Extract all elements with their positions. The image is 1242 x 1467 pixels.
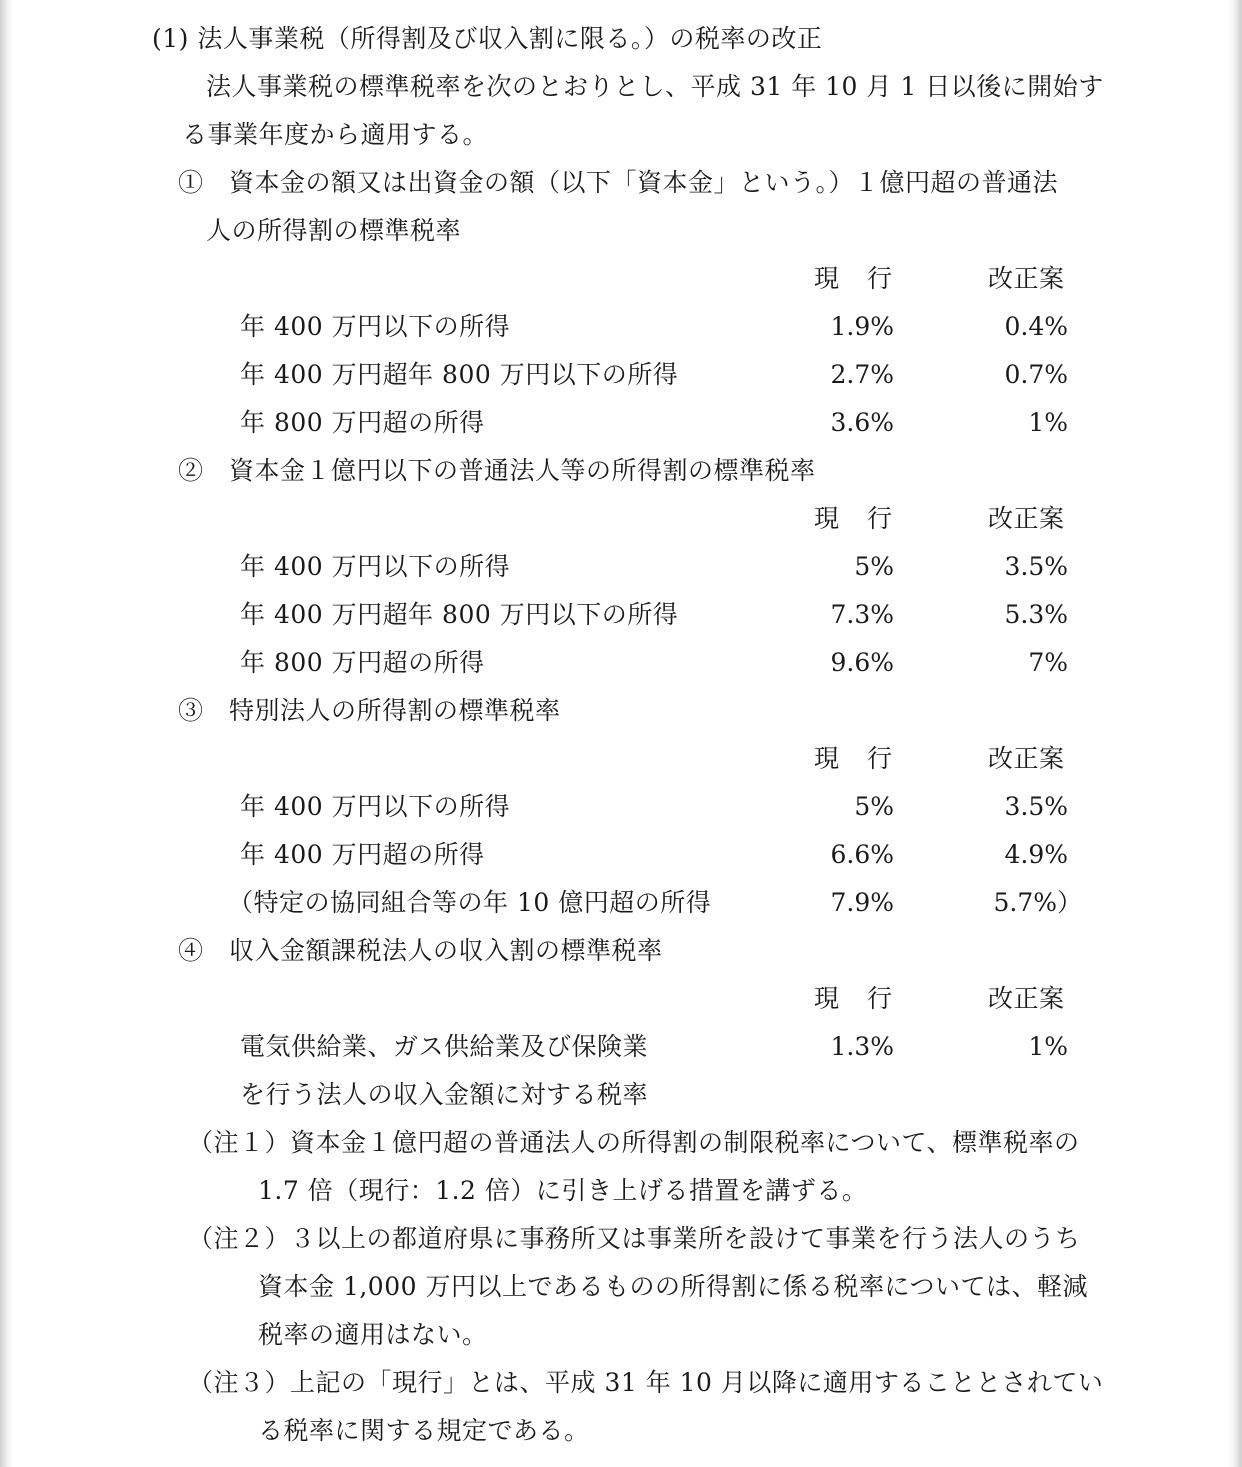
header-revised: 改正案 [988,504,1065,533]
rate-revised: 5.7%） [993,888,1082,917]
rate-revised: 7% [1028,648,1068,677]
rate-row-label: 年 400 万円以下の所得 [240,312,511,341]
rate-current: 5% [854,552,894,581]
rate-current: 7.9% [830,888,894,917]
note-2: （注２）３以上の都道府県に事務所又は事業所を設けて事業を行う法人のうち [188,1224,1081,1253]
rate-revised: 1% [1028,408,1068,437]
rate-row-label: 年 400 万円以下の所得 [240,552,511,581]
section-title: (1) 法人事業税（所得割及び収入割に限る。）の税率の改正 [152,24,823,53]
item-3-title: ③ 特別法人の所得割の標準税率 [178,696,561,725]
rate-current: 9.6% [830,648,894,677]
rate-current: 7.3% [830,600,894,629]
note-3-cont: る税率に関する規定である。 [258,1416,590,1445]
item-1-title-cont: 人の所得割の標準税率 [206,216,462,245]
rate-row-label: 年 400 万円超年 800 万円以下の所得 [240,360,679,389]
header-current: 現 行 [814,744,902,773]
header-revised: 改正案 [988,744,1065,773]
rate-row-label: 年 400 万円以下の所得 [240,792,511,821]
rate-row-label: 電気供給業、ガス供給業及び保険業 [240,1032,649,1061]
rate-row-label: 年 800 万円超の所得 [240,648,485,677]
header-current: 現 行 [814,504,902,533]
rate-row-label-cont: を行う法人の収入金額に対する税率 [240,1080,649,1109]
rate-revised: 0.4% [1004,312,1068,341]
note-1: （注１）資本金１億円超の普通法人の所得割の制限税率について、標準税率の [188,1128,1080,1157]
rate-row-label: （特定の協同組合等の年 10 億円超の所得 [228,888,712,917]
rate-revised: 0.7% [1004,360,1068,389]
rate-current: 1.3% [830,1032,894,1061]
page-edge-right [1228,0,1242,1467]
item-2-title: ② 資本金１億円以下の普通法人等の所得割の標準税率 [178,456,816,485]
rate-current: 6.6% [830,840,894,869]
rate-revised: 5.3% [1004,600,1068,629]
intro-line-2: る事業年度から適用する。 [182,120,489,149]
rate-current: 1.9% [830,312,894,341]
rate-row-label: 年 400 万円超の所得 [240,840,485,869]
note-2-cont: 資本金 1,000 万円以上であるものの所得割に係る税率については、軽減 [258,1272,1088,1301]
note-2-cont: 税率の適用はない。 [258,1320,488,1349]
item-1-title: ① 資本金の額又は出資金の額（以下「資本金」という。）１億円超の普通法 [178,168,1059,197]
item-4-title: ④ 収入金額課税法人の収入割の標準税率 [178,936,663,965]
header-revised: 改正案 [988,984,1065,1013]
rate-current: 5% [854,792,894,821]
rate-revised: 1% [1028,1032,1068,1061]
rate-row-label: 年 800 万円超の所得 [240,408,485,437]
intro-line-1: 法人事業税の標準税率を次のとおりとし、平成 31 年 10 月 1 日以後に開始す [206,72,1104,101]
rate-revised: 4.9% [1004,840,1068,869]
rate-current: 2.7% [830,360,894,389]
note-1-cont: 1.7 倍（現行：1.2 倍）に引き上げる措置を講ずる。 [258,1176,868,1205]
page-edge-left [0,0,14,1467]
note-3: （注３）上記の「現行」とは、平成 31 年 10 月以降に適用することとされてい [188,1368,1104,1397]
rate-current: 3.6% [830,408,894,437]
header-current: 現 行 [814,264,902,293]
rate-revised: 3.5% [1004,792,1068,821]
header-revised: 改正案 [988,264,1065,293]
header-current: 現 行 [814,984,902,1013]
rate-revised: 3.5% [1004,552,1068,581]
rate-row-label: 年 400 万円超年 800 万円以下の所得 [240,600,679,629]
